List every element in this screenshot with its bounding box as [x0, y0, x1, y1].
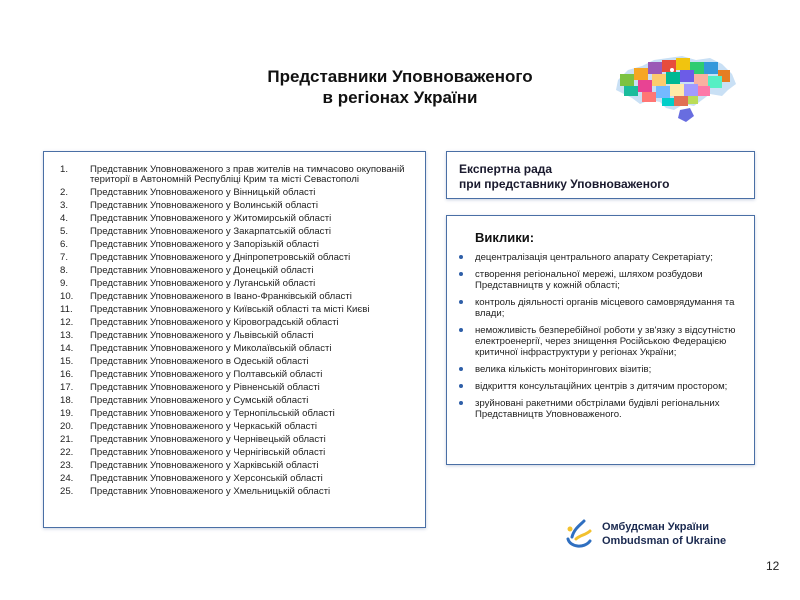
list-item-number: 19.	[60, 408, 74, 420]
list-item	[60, 318, 415, 328]
list-item-number: 15.	[60, 356, 74, 368]
list-item-number: 24.	[60, 473, 74, 485]
list-item-number: 11.	[60, 304, 73, 316]
list-item	[60, 292, 415, 302]
list-item-text: Представник Уповноваженого у Вінницькій області	[90, 187, 316, 199]
title-line-2: в регіонах України	[322, 88, 478, 107]
ukraine-regions-map-icon	[610, 50, 740, 130]
logo-text	[602, 520, 726, 548]
page-number: 12	[766, 559, 780, 573]
list-item-number: 18.	[60, 395, 74, 407]
list-item-text: Представник Уповноваженого у Донецькій області	[90, 265, 314, 277]
list-item-text: Представник Уповноваженого у Чернівецькій області	[90, 434, 326, 446]
challenges-title: Виклики:	[475, 230, 535, 245]
list-item	[60, 409, 415, 419]
challenge-item: децентралізація центрального апарату Секретаріату;	[475, 252, 744, 263]
list-item-number: 23.	[60, 460, 74, 472]
challenge-item: зруйновані ракетними обстрілами будівлі регіональних Представництв Уповноваженого.	[475, 398, 744, 420]
list-item-text: Представник Уповноваженого у Херсонській області	[90, 473, 323, 485]
list-item-number: 13.	[60, 330, 74, 342]
list-item-text: Представник Уповноваженого у Житомирській області	[90, 213, 332, 225]
list-item-text: Представник Уповноваженого у Київській області та місті Києві	[90, 304, 370, 316]
challenges-list	[475, 252, 744, 420]
list-item	[60, 461, 415, 471]
list-item-number: 4.	[60, 213, 69, 225]
list-item	[60, 305, 415, 315]
list-item-number: 10.	[60, 291, 74, 303]
list-item-text: Представник Уповноваженого у Полтавській області	[90, 369, 323, 381]
list-item	[60, 344, 415, 354]
list-item-text: Представник Уповноваженого у Хмельницькій області	[90, 486, 331, 498]
list-item	[60, 201, 415, 211]
list-item-text: Представник Уповноваженого у Сумській області	[90, 395, 309, 407]
list-item-number: 3.	[60, 200, 69, 212]
list-item-number: 5.	[60, 226, 69, 238]
list-item-number: 1.	[60, 164, 69, 175]
list-item	[60, 474, 415, 484]
list-item-text: Представник Уповноваженого у Черкаській області	[90, 421, 317, 433]
list-item-text: Представник Уповноваженого у Тернопільській області	[90, 408, 335, 420]
list-item-text: Представник Уповноваженого з прав жителів на тимчасово окупованій території в Автономній Республіці Крим та місті Севастополі	[90, 164, 405, 186]
list-item	[60, 396, 415, 406]
challenge-item: контроль діяльності органів місцевого самоврядумання та влади;	[475, 297, 744, 319]
list-item	[60, 448, 415, 458]
representatives-list	[43, 151, 426, 528]
list-item	[60, 331, 415, 341]
list-item	[60, 165, 415, 186]
list-item-text: Представник Уповноваженого в Івано-Франківській області	[90, 291, 352, 303]
logo-line-2: Ombudsman of Ukraine	[602, 535, 727, 547]
list-item-text: Представник Уповноваженого у Дніпропетровській області	[90, 252, 351, 264]
challenge-item: створення регіональної мережі, шляхом розбудови Представництв у кожній області;	[475, 269, 744, 291]
list-item-text: Представник Уповноваженого у Чернігівській області	[90, 447, 326, 459]
list-item	[60, 370, 415, 380]
ombudsman-logo	[562, 517, 726, 551]
list-item-number: 21.	[60, 434, 74, 446]
list-item-number: 6.	[60, 239, 69, 251]
list-item	[60, 227, 415, 237]
list-item-text: Представник Уповноваженого у Луганській області	[90, 278, 316, 290]
list-item-text: Представник Уповноваженого у Кіровоградській області	[90, 317, 339, 329]
list-item-number: 20.	[60, 421, 74, 433]
list-item	[60, 240, 415, 250]
list-item-number: 9.	[60, 278, 69, 290]
title-line-1: Представники Уповноваженого	[267, 67, 533, 86]
list-item-number: 12.	[60, 317, 74, 329]
list-item-text: Представник Уповноваженого в Одеській області	[90, 356, 309, 368]
page-title	[190, 66, 610, 108]
list-item-number: 7.	[60, 252, 69, 264]
expert-council-line-1: Експертна рада	[459, 162, 553, 176]
list-item	[60, 487, 415, 497]
list-item-number: 17.	[60, 382, 74, 394]
challenge-item: відкриття консультаційних центрів з дитячим простором;	[475, 381, 744, 392]
challenges-box	[446, 215, 755, 465]
ombudsman-logo-icon	[562, 517, 596, 551]
list-item	[60, 214, 415, 224]
list-item-text: Представник Уповноваженого у Закарпатській області	[90, 226, 331, 238]
list-item-text: Представник Уповноваженого у Рівненській області	[90, 382, 320, 394]
list-item-text: Представник Уповноваженого у Харківській області	[90, 460, 319, 472]
list-item	[60, 357, 415, 367]
list-item	[60, 266, 415, 276]
expert-council-box	[446, 151, 755, 199]
challenge-item: неможливість безперебійної роботи у зв'язку з відсутністю електроенергії, через знищення Російською Федерацією критичної інфраструктури у регіонах України;	[475, 325, 744, 358]
list-item-text: Представник Уповноваженого у Запорізькій області	[90, 239, 319, 251]
list-item-number: 22.	[60, 447, 74, 459]
expert-council-line-2: при представнику Уповноваженого	[459, 177, 670, 191]
logo-line-1: Омбудсман України	[602, 521, 710, 533]
list-item	[60, 279, 415, 289]
list-item	[60, 188, 415, 198]
list-item	[60, 422, 415, 432]
list-item-number: 8.	[60, 265, 69, 277]
list-item	[60, 383, 415, 393]
list-item-text: Представник Уповноваженого у Волинській області	[90, 200, 318, 212]
list-item-number: 2.	[60, 187, 69, 199]
list-item-text: Представник Уповноваженого у Миколаївській області	[90, 343, 332, 355]
list-item-text: Представник Уповноваженого у Львівській області	[90, 330, 314, 342]
list-item	[60, 435, 415, 445]
list-item-number: 16.	[60, 369, 74, 381]
list-item	[60, 253, 415, 263]
list-item-number: 14.	[60, 343, 74, 355]
challenge-item: велика кількість моніторингових візитів;	[475, 364, 744, 375]
list-item-number: 25.	[60, 486, 74, 498]
